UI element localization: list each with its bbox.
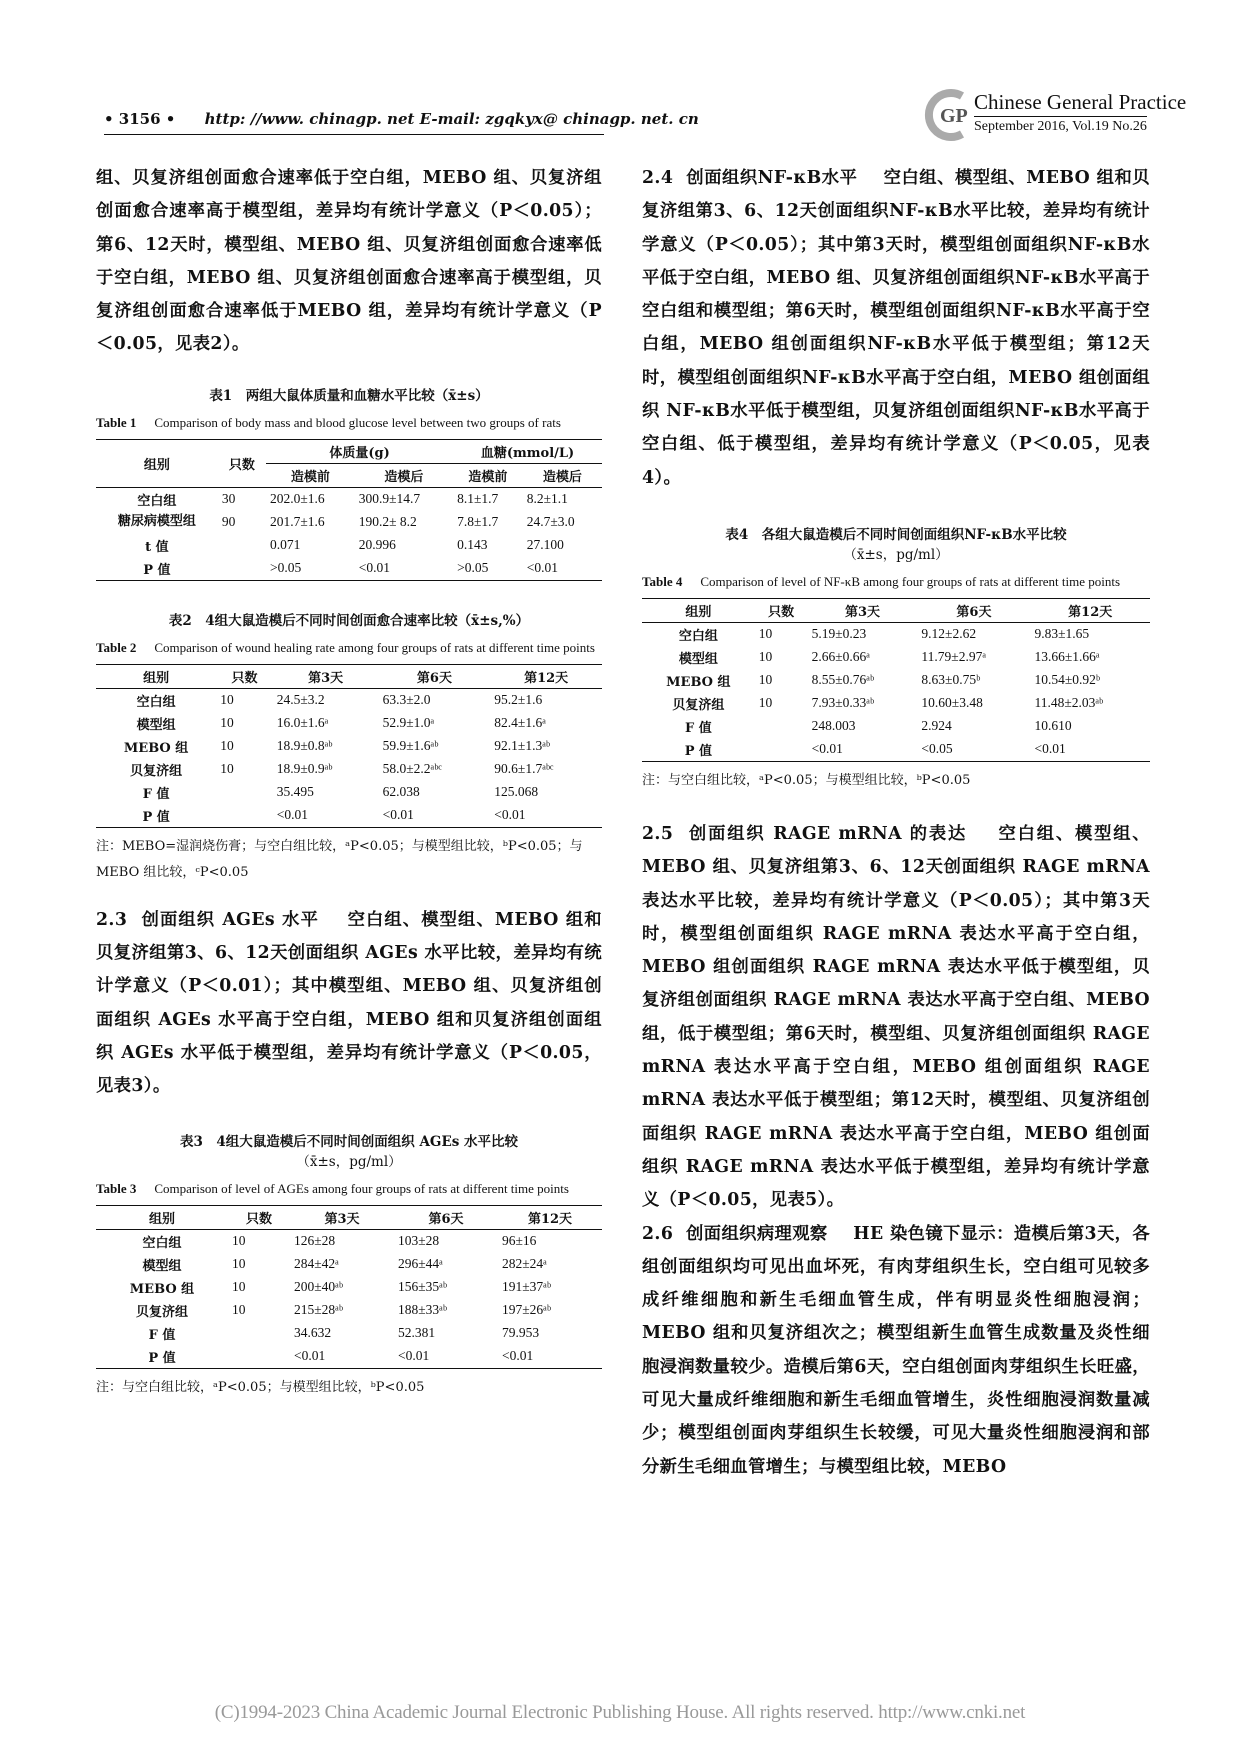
svg-text:GP: GP bbox=[940, 105, 968, 127]
table-cell: 202.0±1.6 bbox=[266, 487, 355, 511]
table-cell: 9.83±1.65 bbox=[1030, 622, 1150, 646]
table3-title-en: Table 3 Comparison of level of AGEs among four groups of rats at different time points bbox=[96, 1180, 569, 1196]
table4 bbox=[642, 598, 1150, 762]
table-row bbox=[642, 622, 1150, 646]
table-cell bbox=[755, 715, 808, 738]
section-number: 2.4 bbox=[642, 168, 674, 188]
table-row bbox=[96, 712, 602, 735]
table4-title-en: Table 4 Comparison of level of NF-κB among four groups of rats at different time points bbox=[642, 573, 1121, 589]
table-cell: P 值 bbox=[96, 804, 216, 828]
table-cell: 300.9±14.7 bbox=[355, 487, 453, 511]
table-cell: t 值 bbox=[145, 539, 169, 555]
table-cell: F 值 bbox=[684, 720, 712, 736]
table-cell: 30 bbox=[218, 487, 266, 511]
table-cell: 贝复济组 bbox=[130, 763, 183, 779]
table-cell: <0.01 bbox=[808, 738, 918, 762]
table-cell: 模型组 bbox=[136, 717, 176, 733]
table-cell: <0.01 bbox=[490, 804, 602, 828]
table2-title-en: Table 2 Comparison of wound healing rate among four groups of rats at different time points bbox=[96, 639, 595, 655]
table-cell: <0.01 bbox=[290, 1345, 394, 1369]
table-cell: <0.05 bbox=[917, 738, 1030, 762]
table1-title-cn: 表1 两组大鼠体质量和血糖水平比较（x̄±s） bbox=[209, 387, 489, 404]
table-header: 组别 bbox=[96, 664, 216, 688]
table-header: 第12天 bbox=[1030, 598, 1150, 622]
table-cell: 18.9±0.8ᵃᵇ bbox=[276, 738, 333, 754]
table-header: 只数 bbox=[228, 1205, 290, 1229]
table-row bbox=[96, 1276, 602, 1299]
table-header: 造模前 bbox=[290, 469, 330, 485]
table-cell: 5.19±0.23 bbox=[808, 622, 918, 646]
table-cell: 197±26ᵃᵇ bbox=[501, 1302, 551, 1318]
table-row bbox=[96, 1322, 602, 1345]
header-left bbox=[104, 110, 699, 128]
table-cell: 34.632 bbox=[294, 1325, 332, 1341]
section-2-5 bbox=[642, 818, 1150, 1218]
table-cell: 95.2±1.6 bbox=[490, 688, 602, 712]
table-cell: 10 bbox=[758, 649, 773, 665]
table-header: 第6天 bbox=[394, 1205, 498, 1229]
table2 bbox=[96, 664, 602, 828]
table-cell: 90.6±1.7ᵃᵇᶜ bbox=[494, 761, 554, 777]
table-cell: 10 bbox=[755, 622, 808, 646]
journal-logo bbox=[922, 84, 1187, 144]
table-row bbox=[642, 669, 1150, 692]
table-header: 只数 bbox=[755, 598, 808, 622]
table1 bbox=[96, 439, 602, 581]
paragraph-continued: 组、贝复济组创面愈合速率低于空白组，MEBO 组、贝复济组创面愈合速率高于模型组，差异均有统计学意义（P＜0.05）；第6、12天时，模型组、MEBO 组、贝复济组创面愈合速率低于空白组，MEBO 组、贝复济组创面愈合速率高于模型组，贝复济组创面愈合速率低于MEBO 组，差异均有统计学意义（P＜0.05，见表2）。 bbox=[96, 168, 602, 355]
table-row bbox=[96, 735, 602, 758]
table-cell: 10 bbox=[216, 688, 272, 712]
table-row bbox=[96, 781, 602, 804]
table3-title-cn-sub: （x̄±s，pg/ml） bbox=[296, 1153, 402, 1170]
table1-block bbox=[96, 386, 602, 581]
table-cell bbox=[218, 557, 266, 581]
journal-name: Chinese General Practice bbox=[974, 90, 1187, 114]
table-cell: F 值 bbox=[142, 786, 170, 802]
table-cell: 284±42ᵃ bbox=[294, 1256, 339, 1272]
table-row bbox=[96, 557, 602, 581]
table-cell: 空白组 bbox=[96, 1229, 228, 1253]
table-cell: 2.66±0.66ᵃ bbox=[811, 649, 870, 665]
table-cell: 10 bbox=[231, 1256, 246, 1272]
table-cell: 10 bbox=[758, 695, 773, 711]
table-header: 血糖(mmol/L) bbox=[453, 439, 602, 463]
table-cell: 空白组 bbox=[96, 487, 218, 511]
table-cell: 200±40ᵃᵇ bbox=[294, 1279, 344, 1295]
table-cell: 16.0±1.6ᵃ bbox=[276, 715, 329, 731]
table-cell: 11.48±2.03ᵃᵇ bbox=[1034, 695, 1104, 711]
section-body: 空白组、模型组、MEBO 组和贝复济组第3、6、12天创面组织 AGEs 水平比较，差异均有统计学意义（P＜0.01）；其中模型组、MEBO 组、贝复济组创面组织 AGEs 水平高于空白组，MEBO 组和贝复济组创面组织 AGEs 水平低于模型组，差异均有统计学意义（P＜0.05，见表3）。 bbox=[96, 909, 602, 1097]
table-header: 第3天 bbox=[290, 1205, 394, 1229]
section-title: 创面组织 RAGE mRNA 的表达 bbox=[688, 823, 968, 844]
header-url: http: //www. chinagp. net E-mail: zgqkyx@ chinagp. net. cn bbox=[204, 110, 699, 128]
table-cell: 10 bbox=[220, 738, 234, 754]
section-title: 创面组织病理观察 bbox=[686, 1223, 828, 1244]
table4-title-cn: 表4 各组大鼠造模后不同时间创面组织NF-κB水平比较 bbox=[725, 526, 1067, 543]
table-header: 第6天 bbox=[379, 664, 491, 688]
table-cell: 10.60±3.48 bbox=[921, 695, 983, 711]
table-cell: 贝复济组 bbox=[135, 1304, 188, 1320]
table-cell: 10.54±0.92ᵇ bbox=[1034, 672, 1101, 688]
table-cell: 125.068 bbox=[494, 784, 539, 800]
table-cell: 11.79±2.97ᵃ bbox=[921, 649, 987, 665]
table2-title-cn: 表2 4组大鼠造模后不同时间创面愈合速率比较（x̄±s,%） bbox=[168, 612, 530, 629]
table-row bbox=[96, 1345, 602, 1369]
table-cell: MEBO 组 bbox=[129, 1281, 195, 1297]
table-cell: >0.05 bbox=[453, 557, 523, 581]
table-cell: 10 bbox=[220, 715, 234, 731]
table-cell: 9.12±2.62 bbox=[917, 622, 1030, 646]
table-cell: 7.93±0.33ᵃᵇ bbox=[811, 695, 875, 711]
table-cell bbox=[218, 534, 266, 557]
table-cell: 8.55±0.76ᵃᵇ bbox=[811, 672, 875, 688]
table-cell: <0.01 bbox=[355, 557, 453, 581]
table-cell: 79.953 bbox=[501, 1325, 540, 1341]
table-row bbox=[96, 1229, 602, 1253]
table-header: 造模后 bbox=[542, 469, 582, 485]
table-cell: 296±44ᵃ bbox=[397, 1256, 443, 1272]
table3-note: 注：与空白组比较，ᵃP<0.05；与模型组比较，ᵇP<0.05 bbox=[96, 1379, 425, 1395]
table-row bbox=[642, 646, 1150, 669]
left-column bbox=[96, 162, 602, 1401]
table-row bbox=[642, 738, 1150, 762]
table3 bbox=[96, 1205, 602, 1369]
table-cell: MEBO 组 bbox=[123, 740, 189, 756]
section-body: HE 染色镜下显示：造模后第3天，各组创面组织均可见出血坏死，有肉芽组织生长，空白组可见较多成纤维细胞和新生毛细血管生成，伴有明显炎性细胞浸润；MEBO 组和贝复济组次之；模型组新生血管生成数量及炎性细胞浸润数量较少。造模后第6天，空白组创面肉芽组织生长旺盛，可见大量成纤维细胞和新生毛细血管增生，炎性细胞浸润数量减少；模型组创面肉芽组织生长较缓，可见大量炎性细胞浸润和部分新生毛细血管增生；与模型组比较，MEBO bbox=[642, 1223, 1151, 1477]
table2-block bbox=[96, 611, 602, 886]
copyright-footer: (C)1994-2023 China Academic Journal Electronic Publishing House. All rights reserved. http://www.cnki.net bbox=[214, 1702, 1026, 1723]
table-header: 组别 bbox=[642, 598, 755, 622]
page-number: • 3156 • bbox=[104, 110, 176, 128]
table-cell: 10 bbox=[231, 1279, 246, 1295]
table-cell: <0.01 bbox=[379, 804, 491, 828]
table-cell: <0.01 bbox=[523, 557, 602, 581]
page-header bbox=[104, 90, 1187, 134]
table4-block bbox=[642, 525, 1150, 794]
table-cell bbox=[755, 738, 808, 762]
section-number: 2.3 bbox=[96, 909, 128, 930]
table-cell: 201.7±1.6 bbox=[270, 514, 325, 530]
cgp-logo-icon bbox=[922, 84, 982, 144]
table-cell: 0.071 bbox=[270, 537, 301, 553]
table-header: 第12天 bbox=[498, 1205, 602, 1229]
table-cell: 8.63±0.75ᵇ bbox=[921, 672, 981, 688]
section-title: 创面组织 AGEs 水平 bbox=[141, 909, 319, 930]
table-cell: 空白组 bbox=[642, 622, 755, 646]
table-cell: 24.5±3.2 bbox=[273, 688, 379, 712]
section-number: 2.5 bbox=[642, 823, 674, 844]
table-cell: 10.610 bbox=[1034, 718, 1072, 734]
table4-title-cn-sub: （x̄±s，pg/ml） bbox=[843, 546, 949, 563]
table-cell: <0.01 bbox=[273, 804, 379, 828]
table-row bbox=[96, 1299, 602, 1322]
table-cell bbox=[216, 781, 272, 804]
table-cell: 63.3±2.0 bbox=[379, 688, 491, 712]
section-title: 创面组织NF-κB水平 bbox=[686, 168, 858, 188]
table-cell: 59.9±1.6ᵃᵇ bbox=[382, 738, 439, 754]
table-cell: 8.2±1.1 bbox=[523, 487, 602, 511]
journal-issue: September 2016, Vol.19 No.26 bbox=[974, 116, 1147, 135]
table-cell: 191±37ᵃᵇ bbox=[501, 1279, 551, 1295]
table-row bbox=[96, 804, 602, 828]
table-cell: >0.05 bbox=[266, 557, 355, 581]
table-cell: 62.038 bbox=[382, 784, 420, 800]
table-cell: 0.143 bbox=[457, 537, 488, 553]
table-cell: <0.01 bbox=[1030, 738, 1150, 762]
table-cell: 24.7±3.0 bbox=[526, 514, 575, 530]
table-cell: 空白组 bbox=[96, 688, 216, 712]
table-cell: F 值 bbox=[148, 1327, 176, 1343]
table-cell: MEBO 组 bbox=[666, 674, 731, 690]
table-cell: 188±33ᵃᵇ bbox=[397, 1302, 448, 1318]
table-cell: 156±35ᵃᵇ bbox=[397, 1279, 448, 1295]
table-header: 只数 bbox=[218, 439, 266, 487]
table-cell: 92.1±1.3ᵃᵇ bbox=[494, 738, 551, 754]
table-cell: 190.2± 8.2 bbox=[358, 514, 417, 530]
table-cell: 58.0±2.2ᵃᵇᶜ bbox=[382, 761, 442, 777]
table-row bbox=[96, 534, 602, 557]
table-row bbox=[96, 688, 602, 712]
table-cell: 模型组 bbox=[142, 1258, 182, 1274]
table-header: 体质量(g) bbox=[266, 439, 453, 463]
table-cell: 96±16 bbox=[498, 1229, 602, 1253]
table-cell: 7.8±1.7 bbox=[457, 514, 499, 530]
table-cell: 2.924 bbox=[921, 718, 952, 734]
table-cell: 82.4±1.6ᵃ bbox=[494, 715, 546, 731]
table-cell bbox=[228, 1322, 290, 1345]
header-rule bbox=[104, 134, 604, 135]
table-row bbox=[642, 715, 1150, 738]
section-body: 空白组、模型组、MEBO 组和贝复济组第3、6、12天创面组织NF-κB水平比较，差异均有统计学意义（P＜0.05）；其中第3天时，模型组创面组织NF-κB水平低于空白组，MEBO 组、贝复济组创面组织NF-κB水平高于空白组和模型组；第6天时，模型组创面组织NF-κB水平高于空白组，MEBO 组创面组织NF-κB水平低于模型组；第12天时，模型组创面组织NF-κB水平高于空白组，MEBO 组创面组织 NF-κB水平低于模型组，贝复济组创面组织NF-κB水平高于空白组、低于模型组，差异均有统计学意义（P＜0.05，见表4）。 bbox=[642, 168, 1150, 488]
table-cell: 52.9±1.0ᵃ bbox=[382, 715, 435, 731]
table-cell: 8.1±1.7 bbox=[453, 487, 523, 511]
table-cell bbox=[216, 804, 272, 828]
table-cell: <0.01 bbox=[394, 1345, 498, 1369]
section-body: 空白组、模型组、MEBO 组、贝复济组第3、6、12天创面组织 RAGE mRNA 表达水平比较，差异均有统计学意义（P＜0.05）；其中第3天时，模型组创面组织 RAGE mRNA 表达水平高于空白组，MEBO 组创面组织 RAGE mRNA 表达水平低于模型组，贝复济组创面组织 RAGE mRNA 表达水平高于空白组、MEBO 组，低于模型组；第6天时，模型组、贝复济组创面组织 RAGE mRNA 表达水平高于空白组，MEBO 组创面组织 RAGE mRNA 表达水平低于模型组；第12天时，模型组、贝复济组创面组织 RAGE mRNA 表达水平高于空白组，MEBO 组创面组织 RAGE mRNA 表达水平低于模型组，差异均有统计学意义（P＜0.05，见表5）。 bbox=[642, 823, 1150, 1211]
table4-note: 注：与空白组比较，ᵃP<0.05；与模型组比较，ᵇP<0.05 bbox=[642, 772, 971, 788]
table-row bbox=[642, 692, 1150, 715]
table-cell: P 值 bbox=[96, 557, 218, 581]
table-header: 第3天 bbox=[808, 598, 918, 622]
table-row bbox=[96, 1253, 602, 1276]
table-cell: P 值 bbox=[642, 738, 755, 762]
table-cell: 贝复济组 bbox=[672, 697, 725, 713]
section-number: 2.6 bbox=[642, 1223, 674, 1244]
table-cell: 103±28 bbox=[394, 1229, 498, 1253]
table-row bbox=[96, 487, 602, 511]
table-row bbox=[96, 511, 602, 534]
table-cell: 糖尿病模型组 bbox=[117, 514, 196, 530]
table-header: 组别 bbox=[96, 1205, 228, 1229]
table-cell: 20.996 bbox=[358, 537, 396, 553]
section-2-4 bbox=[642, 162, 1150, 495]
table3-title-cn: 表3 4组大鼠造模后不同时间创面组织 AGEs 水平比较 bbox=[179, 1133, 519, 1150]
table-header: 第6天 bbox=[917, 598, 1030, 622]
table-cell: 52.381 bbox=[397, 1325, 436, 1341]
right-column bbox=[642, 162, 1150, 1484]
section-2-6 bbox=[642, 1218, 1150, 1484]
table-cell: 35.495 bbox=[276, 784, 314, 800]
table-cell: <0.01 bbox=[498, 1345, 602, 1369]
table-cell: 模型组 bbox=[678, 651, 718, 667]
table1-title-en: Table 1 Comparison of body mass and blood glucose level between two groups of rats bbox=[96, 414, 561, 430]
table-cell: P 值 bbox=[96, 1345, 228, 1369]
table-cell bbox=[228, 1345, 290, 1369]
table-header: 组别 bbox=[96, 439, 218, 487]
table-cell: 215±28ᵃᵇ bbox=[294, 1302, 344, 1318]
table2-note: 注：MEBO=湿润烧伤膏；与空白组比较，ᵃP<0.05；与模型组比较，ᵇP<0.05；与 MEBO 组比较，ᶜP<0.05 bbox=[96, 838, 583, 880]
table3-block bbox=[96, 1132, 602, 1401]
table-row bbox=[96, 758, 602, 781]
table-cell: 10 bbox=[758, 672, 773, 688]
table-cell: 126±28 bbox=[290, 1229, 394, 1253]
section-2-3 bbox=[96, 904, 602, 1104]
table-cell: 10 bbox=[220, 761, 234, 777]
table-header: 第12天 bbox=[490, 664, 602, 688]
table-header: 造模前 bbox=[468, 469, 508, 485]
table-cell: 18.9±0.9ᵃᵇ bbox=[276, 761, 333, 777]
table-cell: 10 bbox=[231, 1302, 246, 1318]
table-cell: 27.100 bbox=[526, 537, 564, 553]
table-header: 第3天 bbox=[273, 664, 379, 688]
table-cell: 282±24ᵃ bbox=[501, 1256, 547, 1272]
table-cell: 10 bbox=[228, 1229, 290, 1253]
table-cell: 90 bbox=[221, 514, 236, 530]
table-header: 只数 bbox=[216, 664, 272, 688]
table-cell: 13.66±1.66ᵃ bbox=[1034, 649, 1100, 665]
table-header: 造模后 bbox=[384, 469, 424, 485]
table-cell: 248.003 bbox=[811, 718, 856, 734]
